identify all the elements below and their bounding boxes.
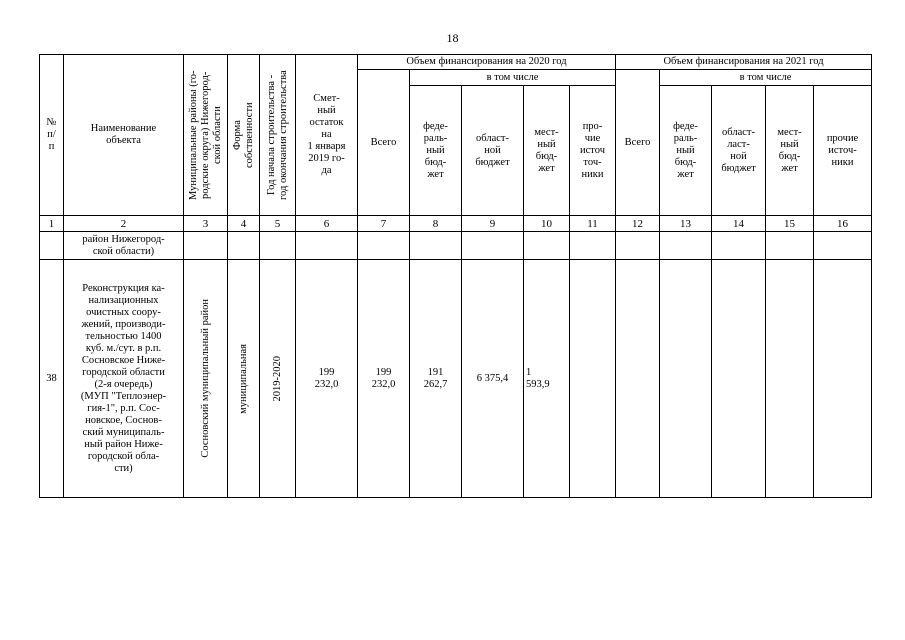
header-num: № п/ п	[40, 55, 64, 216]
continuation-name: район Нижегород- ской области)	[64, 232, 184, 260]
header-years-cell	[260, 55, 296, 216]
row-district-cell	[184, 260, 228, 498]
financing-table	[39, 54, 872, 498]
column-number-row	[40, 216, 872, 232]
header-including-2020: в том числе	[410, 70, 616, 86]
row-federal-2020: 191 262,7	[410, 260, 462, 498]
header-total-2021: Всего	[616, 70, 660, 216]
header-ownership: Форма собственности	[231, 102, 255, 168]
header-fin2020: Объем финансирования на 2020 год	[358, 55, 616, 70]
column-number: 8	[410, 216, 462, 232]
header-fin2021: Объем финансирования на 2021 год	[616, 55, 872, 70]
row-regional-2020: 6 375,4	[462, 260, 524, 498]
header-other-2021: прочие источ- ники	[814, 86, 872, 216]
header-district-cell	[184, 55, 228, 216]
page-number: 18	[446, 31, 459, 45]
column-number: 11	[570, 216, 616, 232]
header-other-2020: про- чие источ точ- ники	[570, 86, 616, 216]
row-ownership-cell	[228, 260, 260, 498]
column-number: 9	[462, 216, 524, 232]
header-regional-2020: област- ной бюджет	[462, 86, 524, 216]
header-name: Наименование объекта	[64, 55, 184, 216]
header-federal-2020: феде- раль- ный бюд- жет	[410, 86, 462, 216]
column-number: 12	[616, 216, 660, 232]
column-number: 6	[296, 216, 358, 232]
header-local-2021: мест- ный бюд- жет	[766, 86, 814, 216]
table-row	[40, 260, 872, 498]
header-total-2020: Всего	[358, 70, 410, 216]
column-number: 2	[64, 216, 184, 232]
column-number: 16	[814, 216, 872, 232]
row-num: 38	[40, 260, 64, 498]
column-number: 15	[766, 216, 814, 232]
header-regional-2021: област- ласт- ной бюджет	[712, 86, 766, 216]
column-number: 4	[228, 216, 260, 232]
header-estimate: Смет- ный остаток на 1 января 2019 го- да	[296, 55, 358, 216]
row-total-2021	[616, 260, 660, 498]
row-years: 2019-2020	[271, 355, 283, 402]
continuation-row	[40, 232, 872, 260]
row-other-2020	[570, 260, 616, 498]
column-number: 13	[660, 216, 712, 232]
header-federal-2021: феде- раль- ный бюд- жет	[660, 86, 712, 216]
row-years-cell	[260, 260, 296, 498]
column-number: 14	[712, 216, 766, 232]
header-local-2020: мест- ный бюд- жет	[524, 86, 570, 216]
column-number: 3	[184, 216, 228, 232]
row-total-2020: 199 232,0	[358, 260, 410, 498]
header-district: Муниципальные районы (го- родские округа) Нижегород- ской области	[187, 70, 223, 200]
header-including-2021: в том числе	[660, 70, 872, 86]
column-number: 10	[524, 216, 570, 232]
row-local-2021	[766, 260, 814, 498]
header-years: Год начала строительства - год окончания строительства	[265, 70, 289, 200]
column-number: 7	[358, 216, 410, 232]
row-federal-2021	[660, 260, 712, 498]
row-other-2021	[814, 260, 872, 498]
row-regional-2021	[712, 260, 766, 498]
row-district: Сосновский муниципальный район	[199, 299, 211, 458]
header-ownership-cell	[228, 55, 260, 216]
column-number: 5	[260, 216, 296, 232]
row-ownership: муниципальная	[237, 343, 249, 414]
row-name: Реконструкция ка- нализационных очистных соору- жений, производи- тельностью 1400 куб. м./сут. в р.п. Сосновское Ниже- городской области (2-я очередь) (МУП "Теплоэнер- гия-1", р.п. Сос- новское, Соснов- ский муниципаль- ный район Ниже- городской обла- сти)	[64, 260, 184, 498]
row-estimate: 199 232,0	[296, 260, 358, 498]
row-local-2020: 1 593,9	[524, 260, 570, 498]
column-number: 1	[40, 216, 64, 232]
